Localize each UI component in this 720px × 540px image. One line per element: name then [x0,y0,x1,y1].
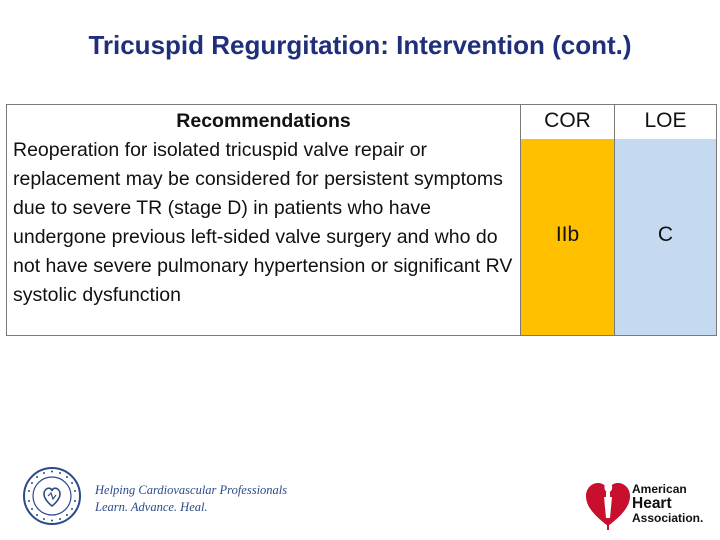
recommendations-header: Recommendations [176,110,351,132]
loe-header: LOE [644,109,687,132]
recommendation-table [6,104,717,336]
heart-torch-logo-icon [583,476,633,532]
recommendation-cell [7,105,521,336]
cor-cell [521,105,615,336]
aha-line-heart: Heart [632,495,672,512]
slide-title: Tricuspid Regurgitation: Intervention (cont.) [88,30,632,60]
acc-tagline-line-1: Helping Cardiovascular Professionals [95,483,288,497]
loe-cell [615,105,717,336]
aha-line-association: Association. [632,511,704,525]
cor-header: COR [544,109,591,132]
acc-tagline [95,482,287,516]
acc-tagline-line-2: Learn. Advance. Heal. [95,500,208,514]
recommendation-text: Reoperation for isolated tricuspid valve repair or replacement may be considered for persistent symptoms due to severe TR (stage D) in patients who have undergone previous left-sided valve surgery and who do not have severe pulmonary hypertension or significant RV systolic dysfunction [13,139,513,306]
table-row [7,105,717,336]
aha-line-american: American [632,482,687,496]
acc-seal-logo-icon [22,466,82,526]
aha-wordmark [632,483,703,525]
cor-value: IIb [555,223,580,246]
loe-value: C [657,223,674,246]
